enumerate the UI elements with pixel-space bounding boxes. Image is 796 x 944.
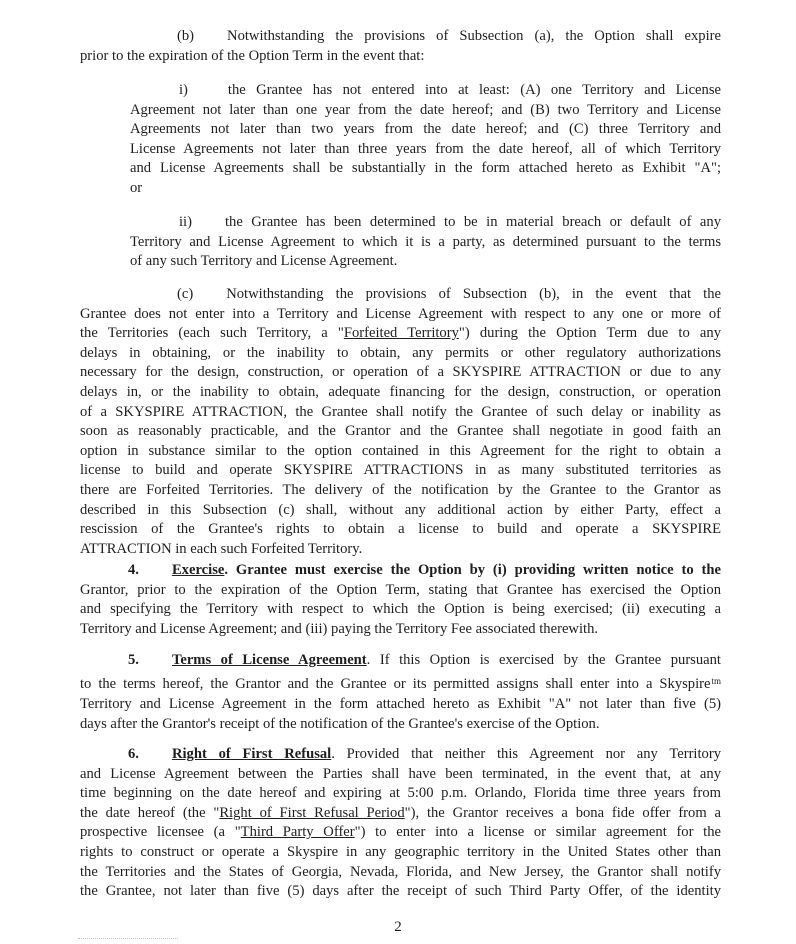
section-4-exercise: 4. Exercise. Grantee must exercise the Option by (i) providing written notice to the Grantor, prior to the expiration of the Option Term, stating that Grantee has exercised the Option and specifying the Territory with respect to which the Option is being exercised; (ii) executing a Territory and License Agreement; and (iii) paying the Territory Fee associated therewith. [80, 562, 721, 637]
subsection-c-label: (c) [177, 286, 194, 302]
section-4-number: 4. [128, 562, 139, 578]
clause-b-i: i) the Grantee has not entered into at least: (A) one Territory and License Agreement not later than one year from the date hereof; and (B) two Territory and License Agreements not later than two years from the date hereof; and (C) three Territory and License Agreements not later than three years from the date hereof, all of which Territory and License Agreements shall be substantially in the form attached hereto as Exhibit "A"; or [130, 82, 721, 196]
trademark-mark: tm [711, 675, 721, 686]
defined-term-forfeited-territory: Forfeited Territory [343, 325, 459, 342]
footer-document-code [78, 938, 178, 942]
section-5-terms-of-license: 5. Terms of License Agreement. If this Option is exercised by the Grantee pursuant to the terms hereof, the Grantor and the Grantee or its permitted assigns shall enter into a Skyspire$^{tm}$ Territory and License Agreement in the form attached hereto as Exhibit "A" not later than five (5) days after the Grantor's receipt of the notification of the Grantee's exercise of the Option. [80, 652, 721, 732]
subsection-b-label: (b) [177, 28, 195, 44]
defined-term-rofr-period: Right of First Refusal Period [219, 804, 405, 821]
page-number: 2 [394, 919, 402, 935]
subsection-b: (b) Notwithstanding the provisions of Subsection (a), the Option shall expire prior to the expiration of the Option Term in the event that: [80, 28, 721, 64]
section-6-heading: Right of First Refusal [171, 746, 332, 762]
section-6-number: 6. [128, 746, 139, 762]
subsection-c: (c) Notwithstanding the provisions of Subsection (b), in the event that the Grantee does not enter into a Territory and License Agreement with respect to any one or more of the Territories (each such Territory, a "Forfeited Territory") during the Option Term due to any delays in obtaining, or the inability to obtain, any permits or other regulatory authorizations necessary for the design, construction, or operation of a SKYSPIRE ATTRACTION or due to any delays in, or the inability to obtain, adequate financing for the design, construction, or operation of a SKYSPIRE ATTRACTION, the Grantee shall notify the Grantee of such delay or inability as soon as reasonably practicable, and the Grantor and the Grantee shall negotiate in good faith an option in substance similar to the option contained in this Agreement for the right to obtain a license to build and operate SKYSPIRE ATTRACTIONS in as many substituted territories as there are Forfeited Territories. The delivery of the notification by the Grantee to the Grantor as described in this Subsection (c) shall, without any additional action by either Party, effect a rescission of the Grantee's rights to obtain a license to build and operate a SKYSPIRE ATTRACTION in each such Forfeited Territory. [80, 286, 721, 557]
defined-term-third-party-offer: Third Party Offer [240, 824, 355, 841]
clause-b-ii: ii) the Grantee has been determined to be in material breach or default of any Territory and License Agreement to which it is a party, as determined pursuant to the terms of any such Territory and License Agreement. [130, 214, 721, 270]
section-5-number: 5. [128, 652, 139, 668]
section-6-right-of-first-refusal: 6. Right of First Refusal. Provided that neither this Agreement nor any Territory and License Agreement between the Parties shall have been terminated, in the event that, at any time beginning on the date hereof and expiring at 5:00 p.m. Orlando, Florida time three years from the date hereof (the "Right of First Refusal Period"), the Grantor receives a bona fide offer from a prospective licensee (a "Third Party Offer") to enter into a license or similar agreement for the rights to construct or operate a Skyspire in any geographic territory in the United States other than the Territories and the States of Georgia, Nevada, Florida, and New Jersey, the Grantor shall notify the Grantee, not later than five (5) days after the receipt of such Third Party Offer, of the identity [80, 746, 721, 900]
clause-b-ii-label: ii) [179, 214, 192, 230]
clause-b-i-label: i) [179, 82, 188, 98]
section-5-heading: Terms of License Agreement [171, 652, 367, 668]
section-4-heading: Exercise [171, 562, 225, 578]
